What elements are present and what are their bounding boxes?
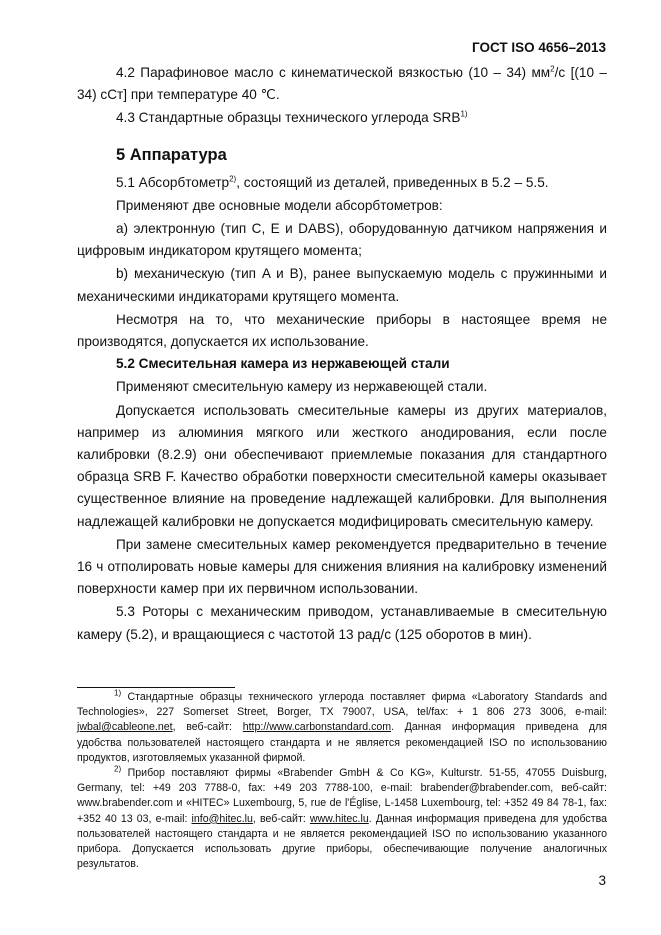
footnote-1-text: Стандартные образцы технического углерода поставляет фирма «Laboratory Standards and Technologies», 227 Somerset Street, Borger, TX 79007, USA, tel/fax: + 1 806 273 3006, e-mail: bbox=[77, 691, 607, 719]
footnote-2-text-3: . Данная информация приведена для удобства пользователей настоящего стандарта и не является рекомендацией ISO по использованию указанного прибора. Допускается использовать другие приборы, обеспечивающие получение аналогичных результатов. bbox=[77, 812, 607, 871]
footnote-2-text: Прибор поставляют фирмы «Brabender GmbH & Co KG», Kulturstr. 51-55, 47055 Duisburg, Germany, tel: +49 203 7788-0, fax: +49 203 7788-100, e-mail: brabender@brabender.com, веб-сайт: www.brabender.com и «HITEC» Luxembourg, 5, rue de l'Église, L-1458 Luxembourg, tel: +352 49 84 78-1, fax: +352 40 13 03, e-mail: bbox=[77, 767, 607, 825]
paragraph-5-2-2: Допускается использовать смесительные камеры из других материалов, например из алюминия мягкого или жесткого анодирования, если после калибровки (8.2.9) они обеспечивают приемлемые показания для стандартного образца SRB F. Качество обработки поверхности смесительной камеры оказывает существенное влияние на проведение надлежащей калибровки. Для выполнения надлежащей калибровки не допускается модифицировать смесительную камеру. bbox=[77, 402, 607, 529]
footnote-2-text-2: , веб-сайт: bbox=[252, 812, 310, 825]
paragraph-5-3: 5.3 Роторы с механическим приводом, устанавливаемые в смесительную камеру (5.2), и вращающиеся с частотой 13 рад/с (125 оборотов в мин). bbox=[77, 604, 607, 642]
paragraph-5-1-text-end: , состоящий из деталей, приведенных в 5.2 – 5.5. bbox=[236, 174, 549, 190]
footnote-ref-1: 1) bbox=[460, 109, 468, 119]
footnote-1 bbox=[77, 690, 607, 766]
footnote-2-email-link[interactable]: info@hitec.lu bbox=[191, 812, 253, 825]
footnote-2-website-link[interactable]: www.hitec.lu bbox=[309, 812, 369, 825]
footnote-ref-2: 2) bbox=[229, 174, 237, 184]
paragraph-4-3-text: 4.3 Стандартные образцы технического углерода SRB bbox=[116, 110, 461, 126]
paragraph-5-1 bbox=[77, 172, 607, 194]
paragraph-4-2-text-end: /с [(10 – 34) сСт] при температуре 40 ℃. bbox=[77, 65, 607, 103]
main-text bbox=[77, 62, 607, 646]
list-item-a: a) электронную (тип C, E и DABS), оборудованную датчиком напряжения и цифровым индикатором крутящего момента; bbox=[77, 221, 607, 259]
section-5-2-heading: 5.2 Смесительная камера из нержавеющей стали bbox=[116, 356, 450, 372]
footnote-1-text-3: . Данная информация приведена для удобства пользователей настоящего стандарта и не является рекомендацией ISO по использованию продуктов, изготовляемых указанной фирмой. bbox=[77, 721, 608, 764]
paragraph-models: Применяют две основные модели абсорбтометров: bbox=[116, 197, 443, 213]
paragraph-4-2 bbox=[77, 62, 607, 106]
footnote-1-email-link[interactable]: jwbal@cableone.net bbox=[77, 721, 173, 734]
section-5-heading: 5 Аппаратура bbox=[116, 145, 227, 164]
document-id: ГОСТ ISO 4656–2013 bbox=[472, 40, 606, 55]
footnote-1-website-link[interactable]: http://www.carbonstandard.com bbox=[242, 721, 392, 734]
paragraph-4-2-text: 4.2 Парафиновое масло с кинематической вязкостью (10 – 34) мм bbox=[116, 65, 551, 80]
paragraph-despite: Несмотря на то, что механические приборы в настоящее время не производятся, допускается их использование. bbox=[77, 311, 607, 350]
page-number: 3 bbox=[598, 873, 606, 888]
footnote-1-text-2: , веб-сайт: bbox=[172, 721, 243, 734]
paragraph-5-1-text: 5.1 Абсорбтометр bbox=[116, 174, 230, 190]
paragraph-5-2-1: Применяют смесительную камеру из нержавеющей стали. bbox=[116, 379, 488, 395]
footnotes bbox=[77, 690, 607, 872]
superscript: 2 bbox=[550, 64, 555, 74]
footnote-1-mark: 1) bbox=[114, 688, 122, 698]
paragraph-4-3 bbox=[77, 107, 607, 129]
list-item-b: b) механическую (тип A и B), ранее выпускаемую модель с пружинными и механическими индикаторами крутящего момента. bbox=[77, 266, 607, 304]
footnote-2 bbox=[77, 766, 607, 872]
paragraph-5-2-3: При замене смесительных камер рекомендуется предварительно в течение 16 ч отполировать новые камеры для снижения влияния на калибровку изменений поверхности камер при их первичном использовании. bbox=[77, 536, 607, 597]
footnote-separator bbox=[77, 687, 235, 688]
footnote-2-mark: 2) bbox=[114, 764, 122, 774]
